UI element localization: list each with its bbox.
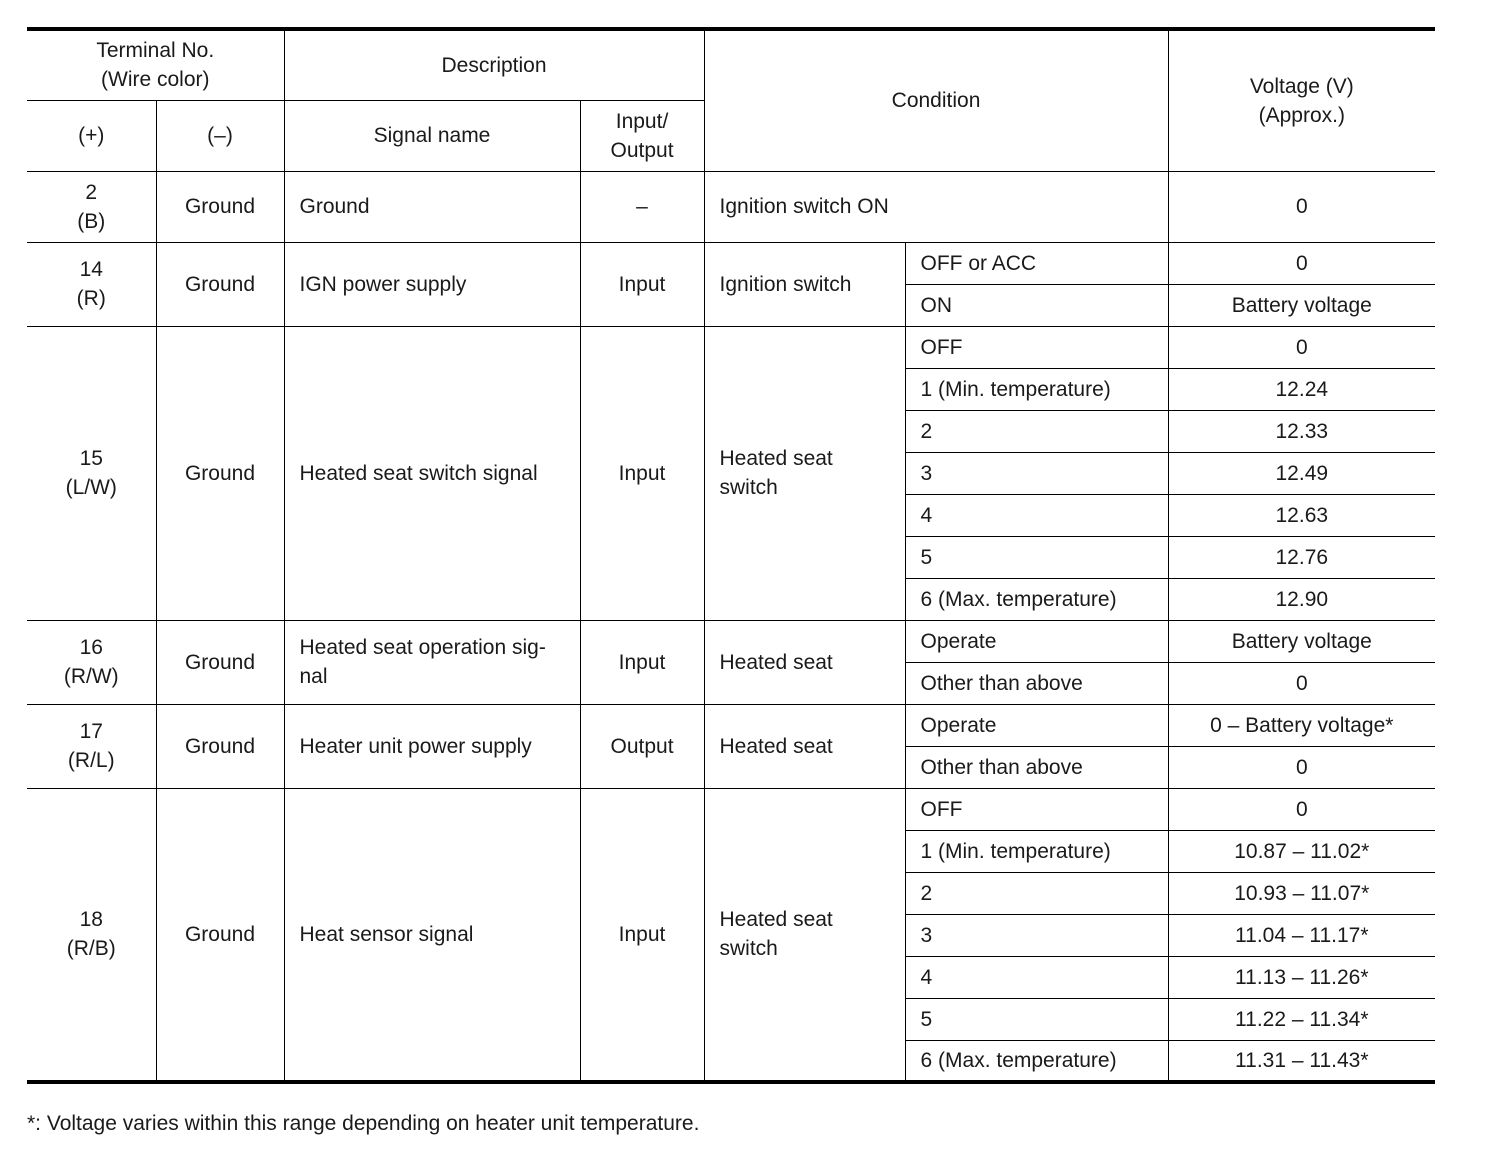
wire-color: (R/B) bbox=[66, 937, 116, 961]
signal-name-cell: IGN power supply bbox=[284, 242, 580, 326]
state-cell: ON bbox=[905, 284, 1168, 326]
signal-name-cell: Heat sensor signal bbox=[284, 788, 580, 1082]
terminal-number: 16 bbox=[79, 636, 103, 659]
state-cell: 2 bbox=[905, 872, 1168, 914]
state-cell: 1 (Min. temperature) bbox=[905, 368, 1168, 410]
wire-color: (B) bbox=[77, 209, 106, 233]
io-cell: Input bbox=[580, 788, 704, 1082]
table-row bbox=[27, 788, 1435, 830]
voltage-cell: 0 bbox=[1168, 788, 1435, 830]
condition-line: switch bbox=[719, 476, 778, 499]
signal-name-cell: Heated seat switch signal bbox=[284, 326, 580, 620]
signal-name-cell: Heater unit power supply bbox=[284, 704, 580, 788]
table-row bbox=[27, 326, 1435, 368]
state-cell: 5 bbox=[905, 536, 1168, 578]
table-row bbox=[27, 620, 1435, 662]
header-signal-name: Signal name bbox=[284, 100, 580, 171]
io-cell: Input bbox=[580, 620, 704, 704]
state-cell: 4 bbox=[905, 494, 1168, 536]
condition-line: Heated seat bbox=[719, 908, 833, 932]
condition-cell bbox=[704, 788, 905, 1082]
state-cell: 4 bbox=[905, 956, 1168, 998]
minus-cell: Ground bbox=[156, 171, 284, 242]
signal-line: Heated seat operation sig- bbox=[299, 636, 546, 659]
header-terminal-no-label: Terminal No. bbox=[96, 39, 215, 63]
state-cell: 6 (Max. temperature) bbox=[905, 1040, 1168, 1082]
state-cell: 3 bbox=[905, 452, 1168, 494]
state-cell: Operate bbox=[905, 704, 1168, 746]
wire-color: (R) bbox=[76, 287, 106, 310]
terminal-cell bbox=[27, 704, 156, 788]
condition-cell: Heated seat bbox=[704, 620, 905, 704]
state-cell: 2 bbox=[905, 410, 1168, 452]
header-input-label: Input/ bbox=[615, 109, 669, 133]
wire-color: (R/W) bbox=[63, 665, 119, 688]
header-plus: (+) bbox=[27, 100, 156, 171]
state-cell: Other than above bbox=[905, 746, 1168, 788]
voltage-cell: 0 bbox=[1168, 171, 1435, 242]
minus-cell: Ground bbox=[156, 326, 284, 620]
state-cell: 6 (Max. temperature) bbox=[905, 578, 1168, 620]
condition-line: Heated seat bbox=[719, 447, 833, 470]
voltage-cell: 11.31 – 11.43* bbox=[1168, 1040, 1435, 1082]
voltage-cell: 11.22 – 11.34* bbox=[1168, 998, 1435, 1040]
header-terminal-no bbox=[27, 29, 284, 100]
terminal-cell bbox=[27, 242, 156, 326]
io-cell: Input bbox=[580, 242, 704, 326]
io-cell: – bbox=[580, 171, 704, 242]
terminal-cell bbox=[27, 788, 156, 1082]
voltage-cell: 0 – Battery voltage* bbox=[1168, 704, 1435, 746]
minus-cell: Ground bbox=[156, 620, 284, 704]
header-input-output bbox=[580, 100, 704, 171]
footnote: *: Voltage varies within this range depending on heater unit temperature. bbox=[27, 1112, 700, 1135]
condition-cell: Heated seat bbox=[704, 704, 905, 788]
voltage-cell: 0 bbox=[1168, 326, 1435, 368]
io-cell: Input bbox=[580, 326, 704, 620]
signal-name-cell: Ground bbox=[284, 171, 580, 242]
terminal-number: 18 bbox=[79, 908, 103, 932]
voltage-cell: Battery voltage bbox=[1168, 284, 1435, 326]
header-minus: (–) bbox=[156, 100, 284, 171]
state-cell: OFF bbox=[905, 326, 1168, 368]
terminal-number: 14 bbox=[79, 258, 103, 281]
condition-cell: Ignition switch bbox=[704, 242, 905, 326]
minus-cell: Ground bbox=[156, 242, 284, 326]
voltage-cell: 12.63 bbox=[1168, 494, 1435, 536]
state-cell: 3 bbox=[905, 914, 1168, 956]
voltage-cell: 12.76 bbox=[1168, 536, 1435, 578]
voltage-cell: 10.93 – 11.07* bbox=[1168, 872, 1435, 914]
header-wire-color-label: (Wire color) bbox=[101, 68, 210, 92]
terminal-cell bbox=[27, 326, 156, 620]
condition-line: switch bbox=[719, 937, 778, 961]
header-voltage-label: Voltage (V) bbox=[1249, 74, 1354, 98]
minus-cell: Ground bbox=[156, 704, 284, 788]
voltage-cell: 0 bbox=[1168, 242, 1435, 284]
signal-name-cell bbox=[284, 620, 580, 704]
state-cell: OFF or ACC bbox=[905, 242, 1168, 284]
voltage-cell: Battery voltage bbox=[1168, 620, 1435, 662]
table-row bbox=[27, 704, 1435, 746]
header-description: Description bbox=[284, 29, 704, 100]
voltage-cell: 12.33 bbox=[1168, 410, 1435, 452]
voltage-cell: 0 bbox=[1168, 662, 1435, 704]
condition-cell: Ignition switch ON bbox=[704, 171, 1168, 242]
state-cell: 5 bbox=[905, 998, 1168, 1040]
table-row bbox=[27, 242, 1435, 284]
terminal-number: 15 bbox=[79, 447, 103, 470]
state-cell: Operate bbox=[905, 620, 1168, 662]
header-output-label: Output bbox=[610, 138, 674, 162]
header-voltage bbox=[1168, 29, 1435, 171]
state-cell: 1 (Min. temperature) bbox=[905, 830, 1168, 872]
voltage-cell: 12.90 bbox=[1168, 578, 1435, 620]
state-cell: Other than above bbox=[905, 662, 1168, 704]
voltage-cell: 10.87 – 11.02* bbox=[1168, 830, 1435, 872]
header-condition: Condition bbox=[704, 29, 1168, 171]
header-approx-label: (Approx.) bbox=[1258, 103, 1345, 127]
minus-cell: Ground bbox=[156, 788, 284, 1082]
terminal-number: 2 bbox=[85, 180, 98, 204]
signal-line: nal bbox=[299, 665, 328, 688]
table-row bbox=[27, 171, 1435, 242]
terminal-cell bbox=[27, 171, 156, 242]
state-cell: OFF bbox=[905, 788, 1168, 830]
voltage-cell: 11.04 – 11.17* bbox=[1168, 914, 1435, 956]
terminal-number: 17 bbox=[79, 720, 103, 743]
terminal-cell bbox=[27, 620, 156, 704]
condition-cell bbox=[704, 326, 905, 620]
voltage-cell: 12.49 bbox=[1168, 452, 1435, 494]
voltage-cell: 0 bbox=[1168, 746, 1435, 788]
wire-color: (R/L) bbox=[67, 749, 115, 772]
terminal-spec-table bbox=[27, 27, 1435, 1084]
wire-color: (L/W) bbox=[65, 476, 117, 499]
voltage-cell: 12.24 bbox=[1168, 368, 1435, 410]
io-cell: Output bbox=[580, 704, 704, 788]
voltage-cell: 11.13 – 11.26* bbox=[1168, 956, 1435, 998]
